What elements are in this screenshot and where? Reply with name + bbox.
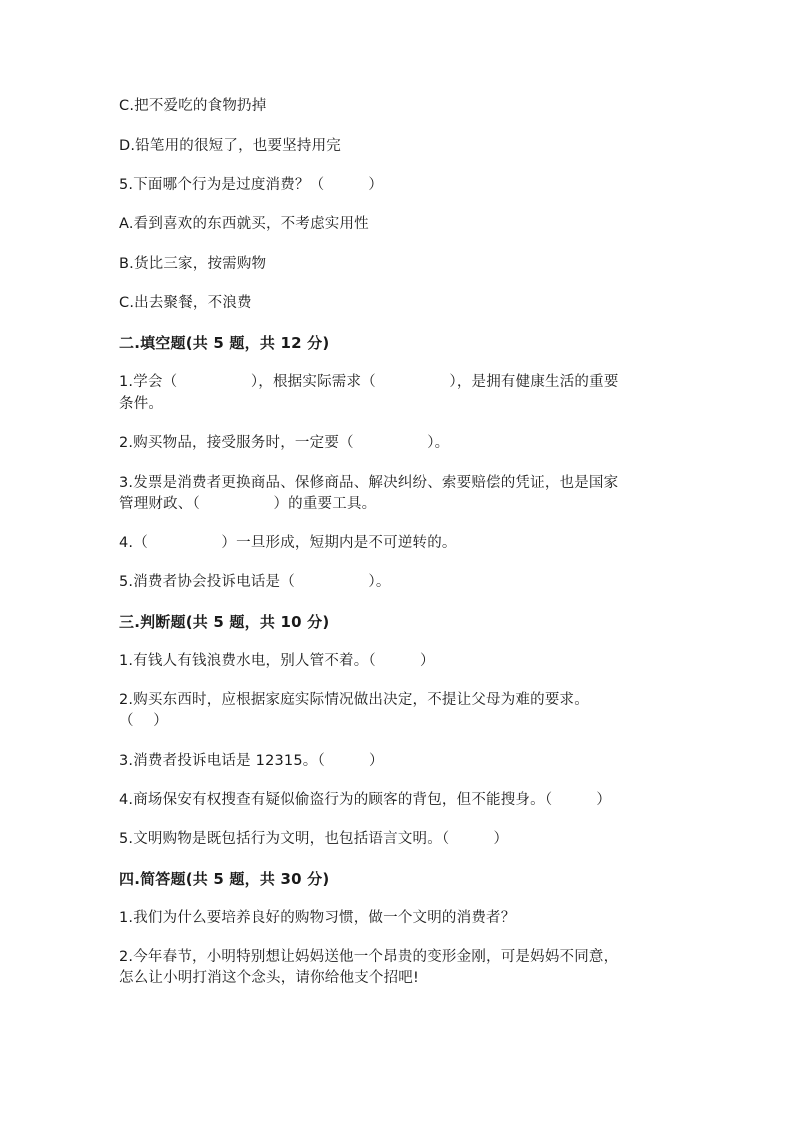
fill-q4: 4.（ ）一旦形成，短期内是不可逆转的。 [119,535,457,551]
q5-option-c: C.出去聚餐，不浪费 [119,295,252,311]
judge-q3: 3.消费者投诉电话是 12315。（ ） [119,753,384,769]
section2-title: 二.填空题(共 5 题，共 12 分) [119,334,330,352]
short-q1: 1.我们为什么要培养良好的购物习惯，做一个文明的消费者？ [119,910,516,926]
fill-q5: 5.消费者协会投诉电话是（ ）。 [119,574,391,590]
q5-option-a: A.看到喜欢的东西就买，不考虑实用性 [119,216,369,232]
judge-q1: 1.有钱人有钱浪费水电，别人管不着。（ ） [119,653,435,669]
short-q2-line2: 怎么让小明打消这个念头，请你给他支个招吧! [119,970,420,986]
fill-q1-line2: 条件。 [119,396,164,412]
section3-title: 三.判断题(共 5 题，共 10 分) [119,613,330,631]
judge-q2-line1: 2.购买东西时，应根据家庭实际情况做出决定，不提让父母为难的要求。 [119,692,589,708]
judge-q2-line2: （ ） [119,713,168,729]
q5-stem: 5.下面哪个行为是过度消费？（ ） [119,177,384,193]
section4-title: 四.简答题(共 5 题，共 30 分) [119,870,330,888]
judge-q4: 4.商场保安有权搜查有疑似偷盗行为的顾客的背包，但不能搜身。（ ） [119,792,612,808]
fill-q3-line2: 管理财政、（ ）的重要工具。 [119,496,377,512]
fill-q2: 2.购买物品，接受服务时，一定要（ ）。 [119,435,450,451]
judge-q5: 5.文明购物是既包括行为文明，也包括语言文明。（ ） [119,831,509,847]
short-q2-line1: 2.今年春节，小明特别想让妈妈送他一个昂贵的变形金刚，可是妈妈不同意， [119,949,619,965]
q4-option-c: C.把不爱吃的食物扔掉 [119,98,267,114]
fill-q1-line1: 1.学会（ ），根据实际需求（ ），是拥有健康生活的重要 [119,374,619,390]
q4-option-d: D.铅笔用的很短了，也要坚持用完 [119,138,341,154]
fill-q3-line1: 3.发票是消费者更换商品、保修商品、解决纠纷、索要赔偿的凭证，也是国家 [119,475,619,491]
q5-option-b: B.货比三家，按需购物 [119,256,267,272]
